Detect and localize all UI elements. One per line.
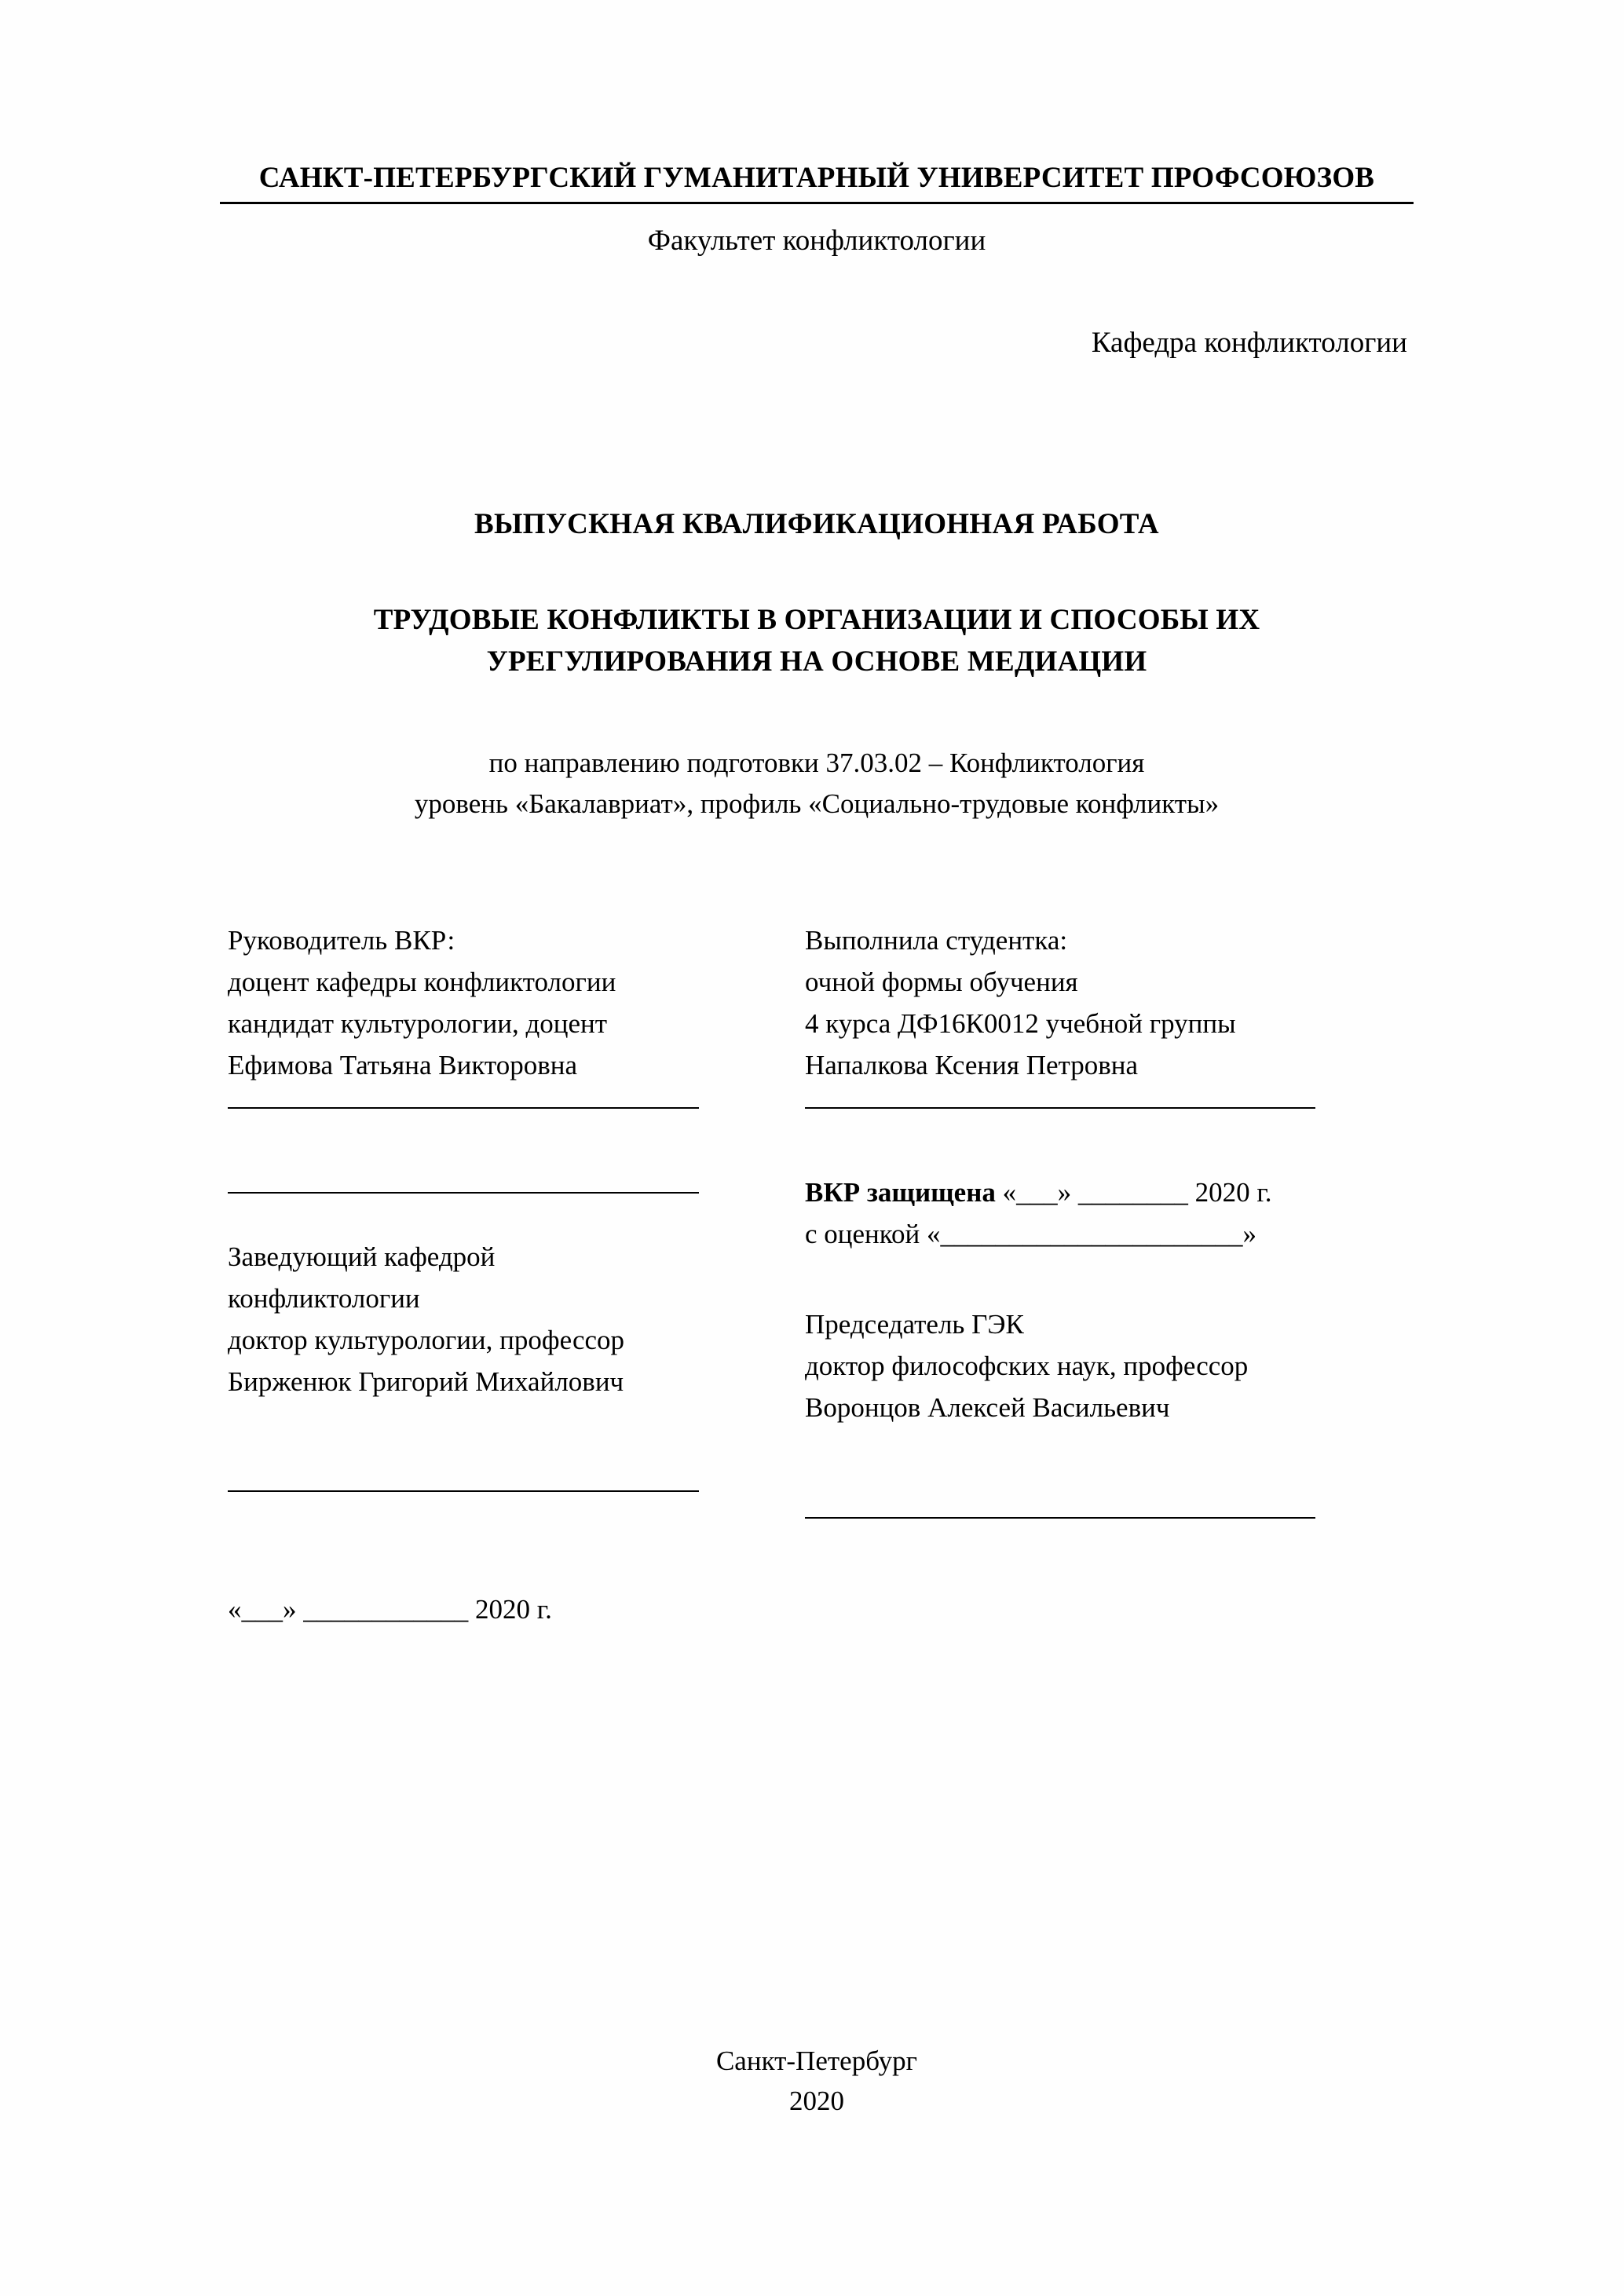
- head-of-department-degree: доктор культурологии, профессор: [228, 1325, 625, 1356]
- student-role: Выполнила студентка:: [805, 924, 1068, 956]
- student-group: 4 курса ДФ16К0012 учебной группы: [805, 1008, 1236, 1040]
- program-direction: по направлению подготовки 37.03.02 – Конфликтология: [488, 747, 1145, 778]
- page-content: [220, 0, 1414, 1625]
- head-of-department-name: Бирженюк Григорий Михайлович: [228, 1366, 624, 1398]
- commission-chair-name: Воронцов Алексей Васильевич: [805, 1392, 1170, 1424]
- left-column: [220, 919, 805, 1519]
- head-of-department-role-line-1: Заведующий кафедрой: [228, 1241, 496, 1272]
- student-form: очной формы обучения: [805, 967, 1078, 998]
- defense-grade-row: с оценкой «______________________»: [805, 1218, 1256, 1249]
- supervisor-role: Руководитель ВКР:: [228, 924, 455, 956]
- university-name: САНКТ-ПЕТЕРБУРГСКИЙ ГУМАНИТАРНЫЙ УНИВЕРСИТЕТ ПРОФСОЮЗОВ: [220, 161, 1414, 204]
- work-type-heading: ВЫПУСКНАЯ КВАЛИФИКАЦИОННАЯ РАБОТА: [474, 507, 1159, 540]
- defense-date-row: [805, 1172, 1414, 1213]
- program-info: [220, 743, 1414, 825]
- head-of-department-second-signature-line: [228, 1490, 699, 1492]
- program-level-profile: уровень «Бакалавриат», профиль «Социально-трудовые конфликты»: [414, 788, 1220, 820]
- thesis-title-line-1: ТРУДОВЫЕ КОНФЛИКТЫ В ОРГАНИЗАЦИИ И СПОСОБЫ ИХ: [373, 603, 1260, 636]
- page-footer: [220, 2042, 1414, 2122]
- student-name: Напалкова Ксения Петровна: [805, 1050, 1139, 1081]
- department-name: Кафедра конфликтологии: [1091, 326, 1407, 359]
- faculty-name: Факультет конфликтологии: [647, 225, 986, 258]
- defense-date-blank: «___» ________ 2020 г.: [1002, 1176, 1272, 1208]
- commission-chair-role: Председатель ГЭК: [805, 1309, 1024, 1340]
- supervisor-position: доцент кафедры конфликтологии: [228, 967, 616, 998]
- signature-columns: [220, 919, 1414, 1519]
- footer-year: 2020: [789, 2085, 844, 2116]
- head-of-department-role-line-2: конфликтологии: [228, 1282, 420, 1314]
- commission-chair-degree: доктор философских наук, профессор: [805, 1351, 1249, 1382]
- supervisor-degree: кандидат культурологии, доцент: [228, 1008, 608, 1040]
- signature-date: «___» ____________ 2020 г.: [228, 1593, 552, 1625]
- right-column: [805, 919, 1414, 1519]
- supervisor-name: Ефимова Татьяна Викторовна: [228, 1050, 578, 1081]
- defense-label: ВКР защищена: [805, 1176, 996, 1208]
- commission-chair-signature-line: [805, 1517, 1315, 1519]
- thesis-title-line-2: УРЕГУЛИРОВАНИЯ НА ОСНОВЕ МЕДИАЦИИ: [486, 645, 1147, 678]
- thesis-title: [220, 599, 1414, 683]
- footer-city: Санкт-Петербург: [715, 2046, 918, 2076]
